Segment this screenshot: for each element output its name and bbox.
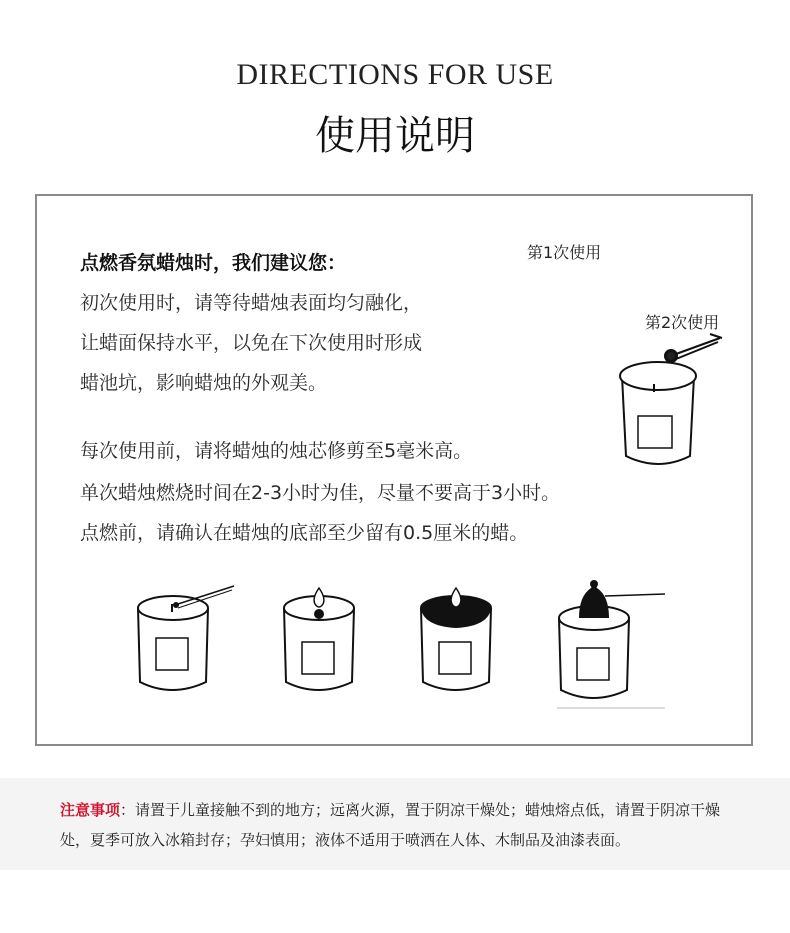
instructions-heading: 点燃香氛蜡烛时，我们建议您： bbox=[80, 252, 347, 274]
notice-text bbox=[60, 795, 750, 855]
label-first-use: 第1次使用 bbox=[527, 243, 602, 262]
candle-flame-icon bbox=[278, 582, 368, 697]
label-second-use: 第2次使用 bbox=[645, 313, 720, 332]
page-title-cn: 使用说明 bbox=[315, 113, 475, 159]
tip-burn-time: 单次蜡烛燃烧时间在2-3小时为佳，尽量不要高于3小时。 bbox=[80, 482, 561, 504]
page-title-en: DIRECTIONS FOR USE bbox=[236, 58, 554, 91]
melted-wax-pool-icon bbox=[415, 582, 505, 697]
notice-key: 注意事项 bbox=[60, 801, 121, 819]
notice-body: ：请置于儿童接触不到的地方；远离火源，置于阴凉干燥处；蜡烛熔点低，请置于阴凉干燥处，夏季可放入冰箱封存；孕妇慎用；液体不适用于喷洒在人体、木制品及油漆表面。 bbox=[60, 801, 721, 849]
first-use-line-1: 初次使用时，请等待蜡烛表面均匀融化， bbox=[80, 292, 423, 314]
wick-trimmer-icon bbox=[610, 332, 730, 477]
candle-snuffer-icon bbox=[553, 572, 683, 712]
tip-trim-wick: 每次使用前，请将蜡烛的烛芯修剪至5毫米高。 bbox=[80, 440, 473, 462]
tip-leave-wax: 点燃前，请确认在蜡烛的底部至少留有0.5厘米的蜡。 bbox=[80, 522, 529, 544]
candle-trim-wick bbox=[132, 582, 242, 697]
first-use-line-3: 蜡池坑，影响蜡烛的外观美。 bbox=[80, 372, 328, 394]
first-use-line-2: 让蜡面保持水平，以免在下次使用时形成 bbox=[80, 332, 423, 354]
